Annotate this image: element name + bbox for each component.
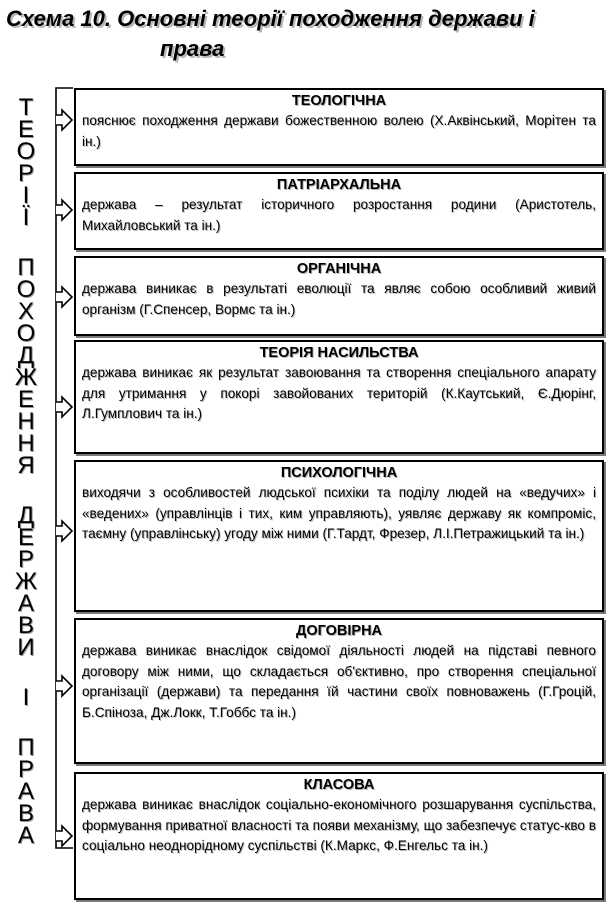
theory-box-psychological <box>74 460 604 612</box>
side-letter: Х <box>17 298 34 325</box>
theory-box-violence <box>74 340 604 454</box>
theory-box-organic <box>74 256 604 336</box>
theory-box-contractual <box>74 618 604 764</box>
side-letter: В <box>17 612 34 639</box>
theory-title: ОРГАНІЧНА <box>296 261 382 277</box>
theory-description: держава – результат історичного розростання родини (Аристотель, Михайловський та ін.) <box>82 197 596 233</box>
arrow-icon <box>56 110 72 130</box>
side-letter: Н <box>17 430 35 457</box>
theory-title: ТЕОРІЯ НАСИЛЬСТВА <box>259 345 419 361</box>
theory-description: держава виникає внаслідок свідомої діяльності людей на підставі певного договору між ними, що складається об'єктивно, про створення спеціальної організації (держави) та передання їй частини своїх повноважень (Г.Гроцій, Б.Спіноза, Дж.Локк, Т.Гоббс та ін.) <box>82 643 596 720</box>
side-letter: В <box>17 800 34 827</box>
side-letter: О <box>16 320 36 347</box>
side-letter: Е <box>17 116 34 143</box>
side-letter: Т <box>18 94 34 121</box>
title-line-2: права <box>160 36 225 61</box>
arrow-icon <box>56 200 72 220</box>
theory-title: ТЕОЛОГІЧНА <box>291 93 387 109</box>
arrow-icon <box>56 397 72 417</box>
theory-description: держава виникає внаслідок соціально-економічного розшарування суспільства, формування приватної власності та появи механізму, що забезпечує статус-кво в соціально неоднорідному суспільстві (К.Маркс, Ф.Енгельс та ін.) <box>82 797 596 853</box>
arrow-icon <box>56 287 72 307</box>
side-letter: П <box>17 734 35 761</box>
side-letter: Ж <box>14 568 38 595</box>
theory-description: пояснює походження держави божественною волею (Х.Аквінський, Морітен та ін.) <box>82 113 596 149</box>
side-letter: І <box>22 684 30 711</box>
theory-description: держава виникає в результаті еволюції та являє собою особливий живий організм (Г.Спенсер, Вормс та ін.) <box>82 281 596 317</box>
theory-title: ПАТРІАРХАЛЬНА <box>276 177 402 193</box>
side-letter: Д <box>17 502 35 529</box>
theory-title: ПСИХОЛОГІЧНА <box>280 465 398 481</box>
side-letter: Р <box>17 160 34 187</box>
side-letter: П <box>17 254 35 281</box>
side-letter: Я <box>17 452 35 479</box>
arrow-icon <box>56 521 72 541</box>
theory-box-class <box>74 772 604 900</box>
theory-title: ДОГОВІРНА <box>295 623 383 639</box>
theory-box-theological <box>74 88 604 166</box>
side-letter: А <box>17 822 34 849</box>
side-letter: Ї <box>22 204 30 231</box>
side-letter: Н <box>17 408 35 435</box>
side-letter: Д <box>17 342 35 369</box>
side-letter: Ж <box>14 364 38 391</box>
side-letter: А <box>17 590 34 617</box>
arrow-icon <box>56 676 72 696</box>
arrow-icon <box>56 826 72 846</box>
side-letter: А <box>17 778 34 805</box>
title-line-1: Схема 10. Основні теорії походження держави і <box>6 6 535 31</box>
side-letter: Р <box>17 546 34 573</box>
theory-description: виходячи з особливостей людської психіки та поділу людей на «ведучих» і «ведених» (управлінців і тих, ким управляють), уявляє державу як компроміс, таємну (управлінську) угоду між ними (Г.Тардт, Фрезер, Л.І.Петражицький та ін.) <box>82 485 596 541</box>
side-letter: Е <box>17 524 34 551</box>
side-letter: О <box>16 138 36 165</box>
theory-title: КЛАСОВА <box>303 777 375 793</box>
side-letter: О <box>16 276 36 303</box>
side-letter: Е <box>17 386 34 413</box>
side-letter: І <box>22 182 30 209</box>
side-letter: И <box>17 634 35 661</box>
theory-description: держава виникає як результат завоювання та створення спеціального апарату для утримання у покорі завойованих територій (К.Каутський, Є.Дюрінг, Л.Гумплович та ін.) <box>82 365 596 421</box>
side-letter: Р <box>17 756 34 783</box>
theory-box-patriarchal <box>74 172 604 250</box>
